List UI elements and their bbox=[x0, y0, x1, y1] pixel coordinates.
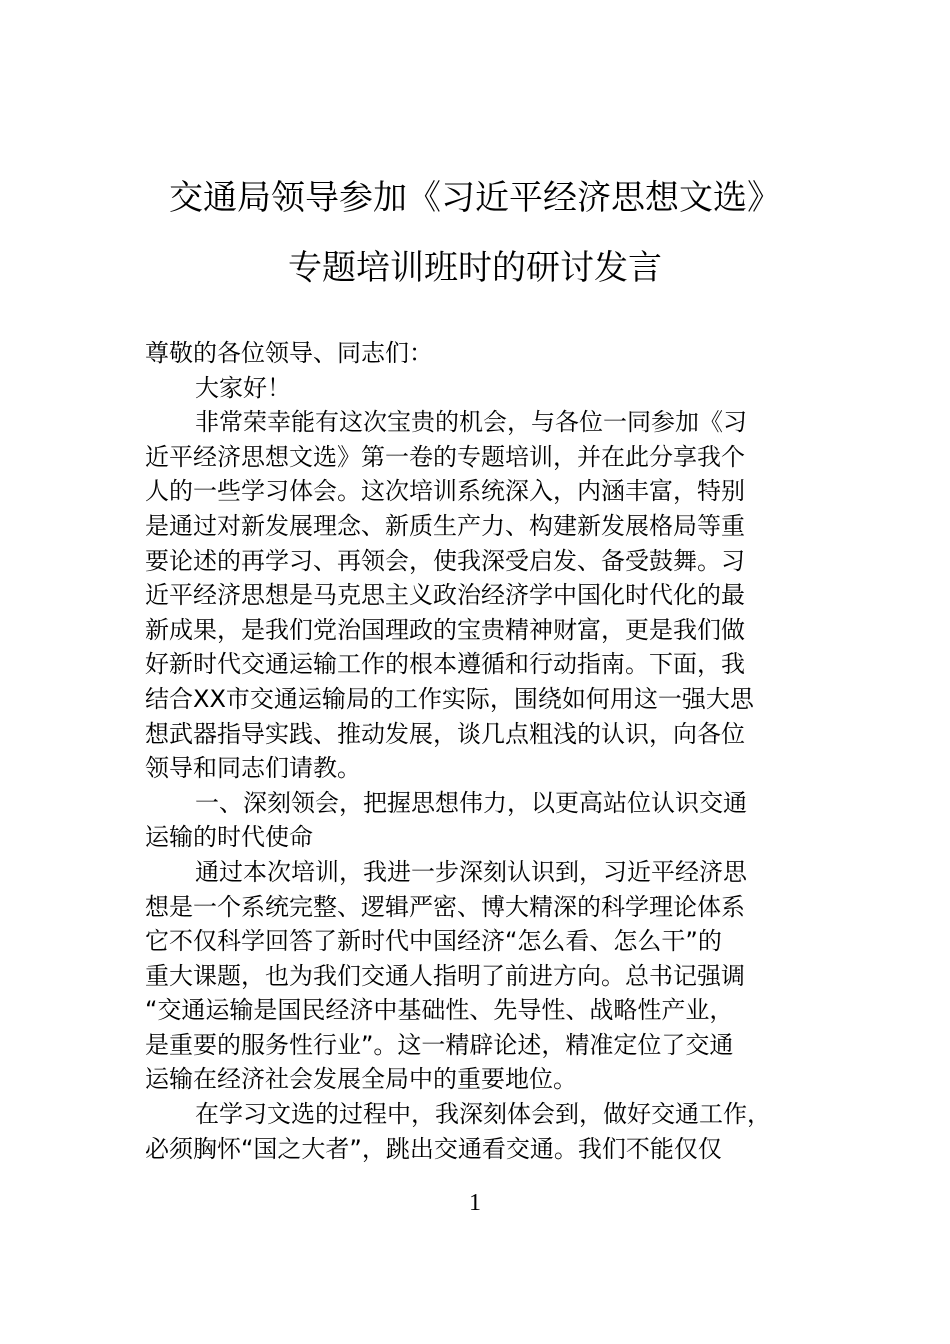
body-text-line: 是重要的服务性行业”。这一精辟论述，精准定位了交通 bbox=[145, 1030, 734, 1059]
body-text-line: 必须胸怀“国之大者”，跳出交通看交通。我们不能仅仅 bbox=[145, 1134, 722, 1163]
body-text-line: 运输的时代使命 bbox=[145, 823, 313, 852]
document-title-line-1: 交通局领导参加《习近平经济思想文选》 bbox=[169, 178, 781, 218]
body-text-line: 想武器指导实践、推动发展，谈几点粗浅的认识，向各位 bbox=[145, 719, 745, 748]
body-text-line: 运输在经济社会发展全局中的重要地位。 bbox=[145, 1065, 577, 1094]
body-text-line: 一、深刻领会，把握思想伟力，以更高站位认识交通 bbox=[195, 788, 747, 817]
body-text-line: “交通运输是国民经济中基础性、先导性、战略性产业， bbox=[145, 996, 734, 1025]
body-text-line: 结合XX市交通运输局的工作实际，围绕如何用这一强大思 bbox=[145, 684, 754, 713]
body-text-line: 人的一些学习体会。这次培训系统深入，内涵丰富，特别 bbox=[145, 477, 745, 506]
page-number: 1 bbox=[469, 1190, 481, 1216]
body-text-line: 重大课题，也为我们交通人指明了前进方向。总书记强调 bbox=[145, 961, 745, 990]
body-text-line: 在学习文选的过程中，我深刻体会到，做好交通工作， bbox=[195, 1100, 771, 1129]
body-text-line: 是通过对新发展理念、新质生产力、构建新发展格局等重 bbox=[145, 511, 745, 540]
body-text-line: 要论述的再学习、再领会，使我深受启发、备受鼓舞。习 bbox=[145, 546, 745, 575]
body-text-line: 尊敬的各位领导、同志们： bbox=[145, 339, 433, 367]
body-text-line: 大家好！ bbox=[195, 373, 291, 402]
body-text-line: 新成果，是我们党治国理政的宝贵精神财富，更是我们做 bbox=[145, 615, 745, 644]
body-text-line: 通过本次培训，我进一步深刻认识到，习近平经济思 bbox=[195, 857, 747, 886]
body-text-line: 想是一个系统完整、逻辑严密、博大精深的科学理论体系 bbox=[145, 892, 745, 921]
body-text-line: 近平经济思想文选》第一卷的专题培训，并在此分享我个 bbox=[145, 442, 745, 471]
document-title-line-2: 专题培训班时的研讨发言 bbox=[288, 248, 662, 288]
body-text-line: 它不仅科学回答了新时代中国经济“怎么看、怎么干”的 bbox=[145, 927, 722, 956]
body-text-line: 好新时代交通运输工作的根本遵循和行动指南。下面，我 bbox=[145, 650, 745, 679]
body-text-line: 非常荣幸能有这次宝贵的机会，与各位一同参加《习 bbox=[195, 408, 747, 437]
body-text-line: 领导和同志们请教。 bbox=[145, 754, 361, 783]
body-text-line: 近平经济思想是马克思主义政治经济学中国化时代化的最 bbox=[145, 581, 745, 610]
document-body bbox=[145, 336, 825, 1166]
